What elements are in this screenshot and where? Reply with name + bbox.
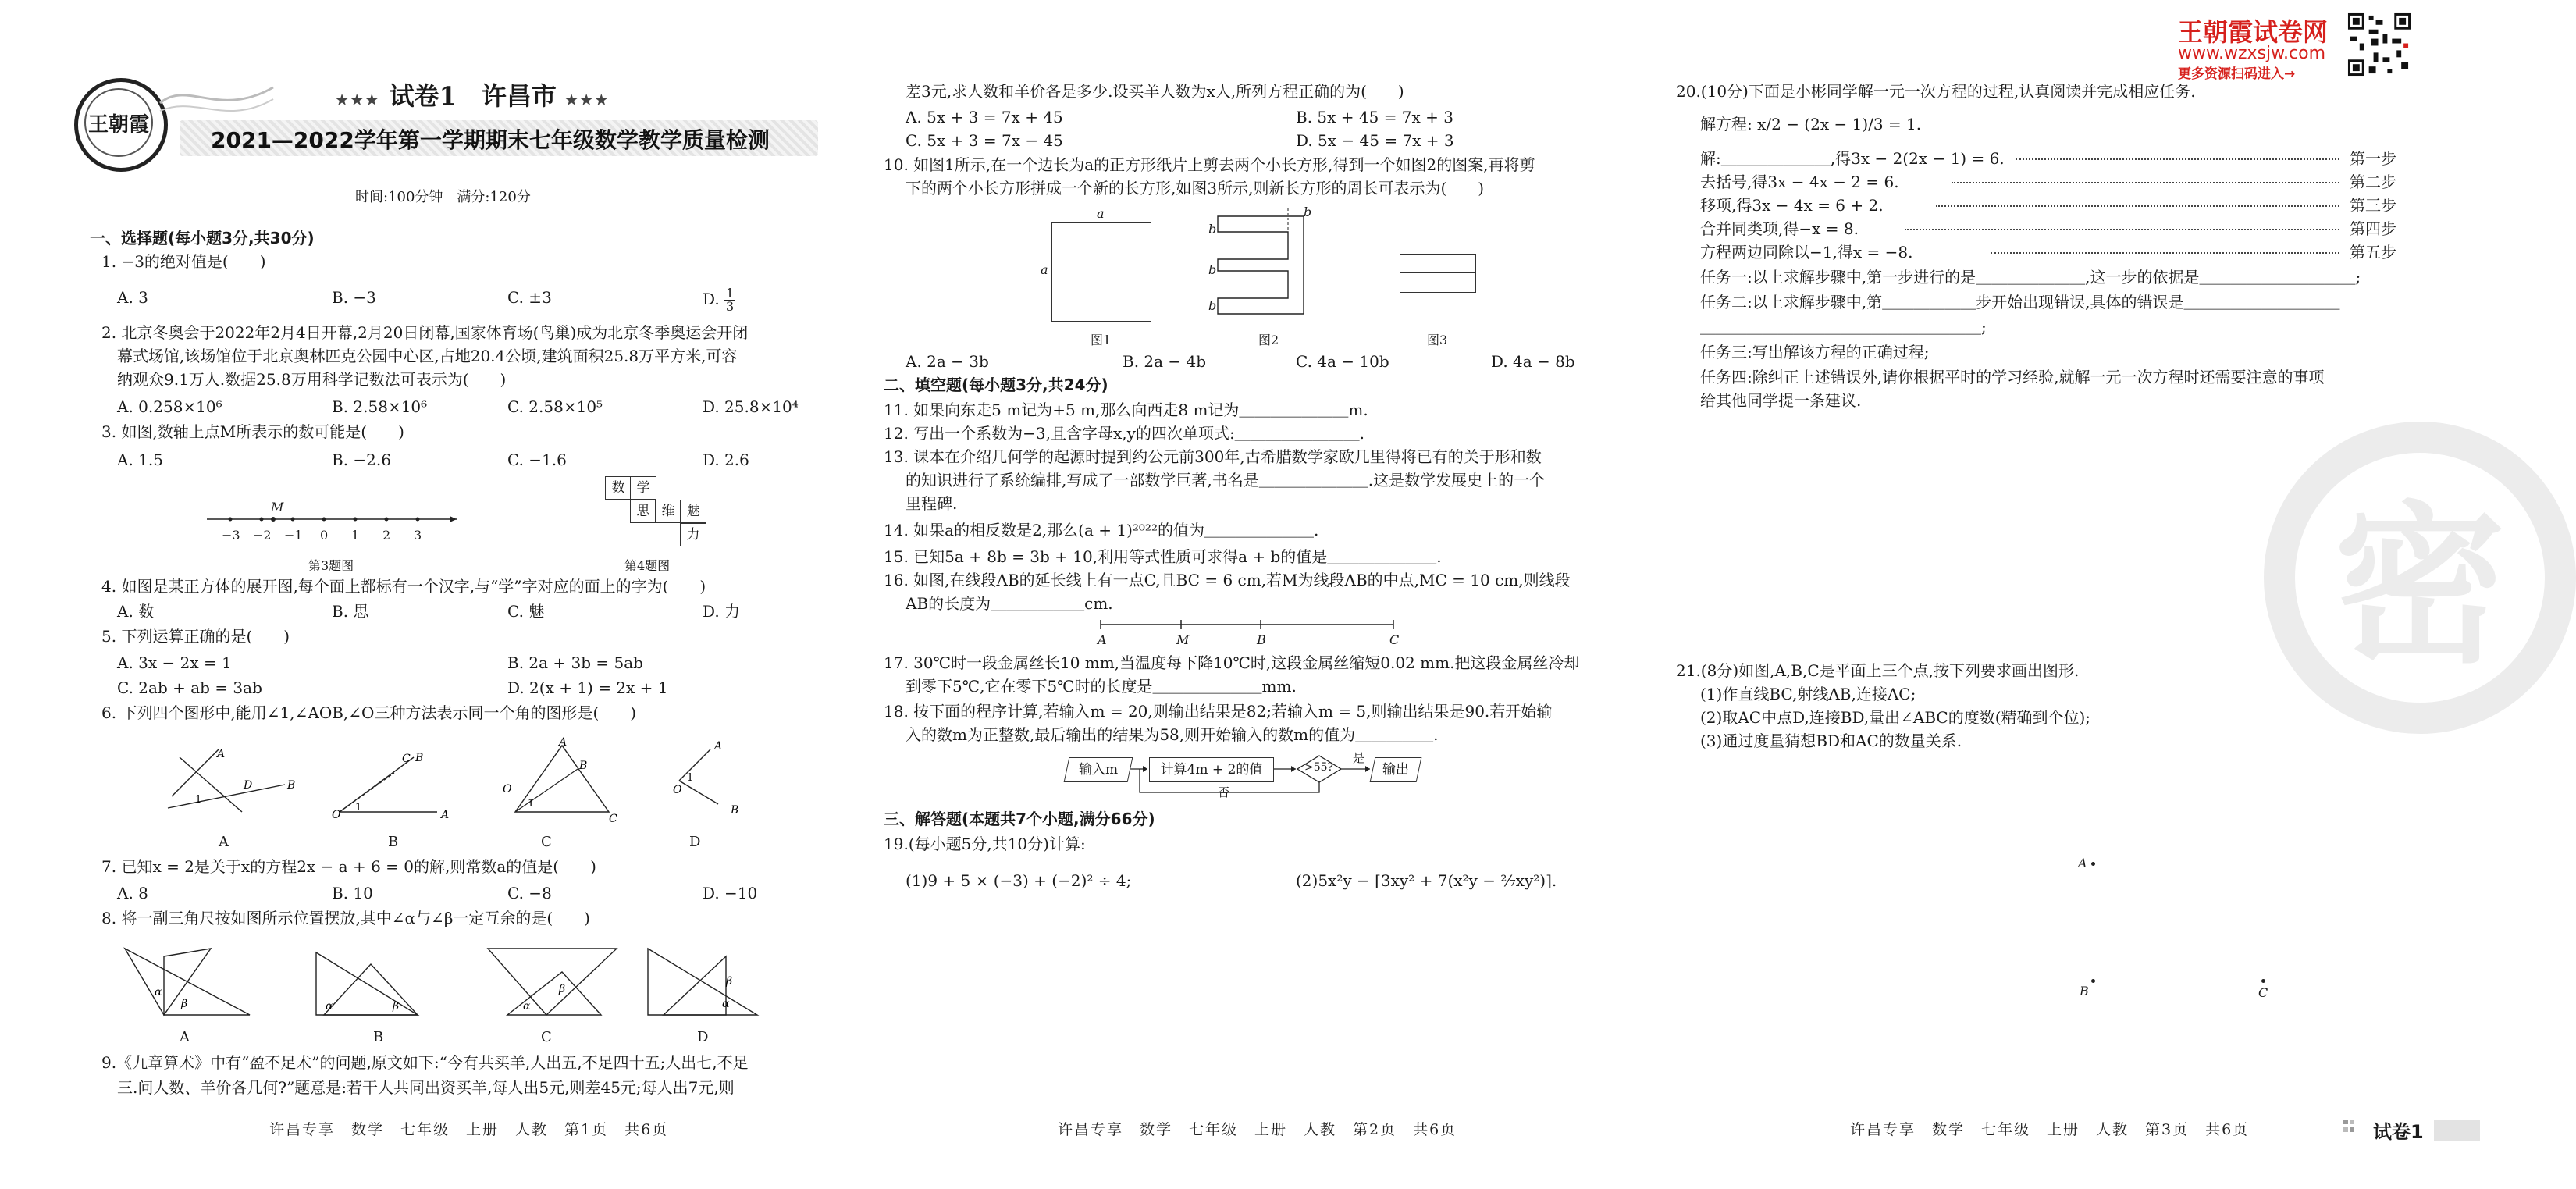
q5-opt-a: A. 3x − 2x = 1 — [117, 653, 232, 672]
q20-task4-line2: 给其他同学提一条建议. — [1700, 391, 1862, 410]
q3-caption: 第3题图 — [308, 558, 354, 573]
q16-segment — [1097, 617, 1425, 632]
q4-cell-si: 思 — [630, 500, 656, 523]
q6-cap-c: C — [541, 834, 552, 850]
q10-fig3-caption: 图3 — [1427, 333, 1448, 347]
q21-point-c: C — [2258, 985, 2268, 1000]
svg-text:A: A — [441, 809, 450, 821]
q3-tick-1: 1 — [351, 528, 360, 543]
q2-opt-a: A. 0.258×10⁶ — [117, 397, 222, 416]
exam-info: 时间:100分钟 满分:120分 — [355, 189, 531, 205]
q4-cell-shu: 数 — [605, 476, 632, 500]
q20-step2-leader — [1952, 182, 2339, 183]
q6-figure-b — [328, 742, 468, 820]
flow-output-label: 输出 — [1382, 762, 1409, 778]
paper-title — [336, 77, 610, 112]
q2-line2: 幕式场馆,该场馆位于北京奥林匹克公园中心区,占地20.4公顷,建筑面积25.8万平方米,可容 — [117, 347, 738, 365]
q16-line2: AB的长度为＿＿＿＿＿＿cm. — [906, 594, 1113, 613]
svg-text:β: β — [393, 1000, 400, 1013]
svg-text:α: α — [523, 1000, 531, 1013]
q6-cap-a: A — [219, 834, 229, 850]
svg-text:β: β — [559, 983, 566, 995]
svg-text:β: β — [726, 975, 733, 988]
q20-equation: 解方程: x/2 − (2x − 1)/3 = 1. — [1700, 115, 1922, 133]
svg-text:D: D — [244, 779, 253, 792]
footer-page3: 许昌专享 数学 七年级 上册 人教 第3页 共6页 — [1850, 1121, 2250, 1138]
svg-text:1: 1 — [355, 802, 362, 813]
q8-figure-a — [117, 941, 258, 1019]
q3-opt-d: D. 2.6 — [703, 450, 749, 469]
svg-text:B: B — [415, 752, 424, 764]
svg-text:C: C — [402, 753, 411, 765]
svg-text:1: 1 — [195, 794, 202, 806]
svg-text:B: B — [579, 760, 588, 772]
flow-input — [1064, 757, 1133, 782]
q6-cap-d: D — [689, 834, 701, 850]
qr-code-icon[interactable] — [2346, 11, 2413, 78]
stars-left: ★★★ — [336, 92, 381, 109]
svg-text:B: B — [731, 804, 739, 817]
q1-opt-b: B. −3 — [332, 288, 376, 307]
q2-line3: 纳观众9.1万人.数据25.8万用科学记数法可表示为( ) — [117, 370, 507, 389]
q4-cell-mei: 魅 — [680, 500, 706, 523]
q10-fig2-caption: 图2 — [1258, 333, 1279, 347]
q6-stem: 6. 下列四个图形中,能用∠1,∠AOB,∠O三种方法表示同一个角的图形是( ) — [101, 703, 637, 722]
q21-point-c-dot — [2261, 979, 2265, 983]
q1-opt-c: C. ±3 — [507, 288, 552, 307]
paper-tag: 试卷1 — [2373, 1121, 2424, 1143]
q2-line1: 2. 北京冬奥会于2022年2月4日开幕,2月20日闭幕,国家体育场(鸟巢)成为北京冬季奥运会开闭 — [101, 323, 749, 342]
q3-tick-neg1: −1 — [284, 528, 303, 543]
svg-text:1: 1 — [528, 798, 535, 810]
q3-tick-neg3: −3 — [222, 528, 240, 543]
q21-stem: 21.(8分)如图,A,B,C是平面上三个点,按下列要求画出图形. — [1676, 661, 2080, 680]
q9-opt-d: D. 5x − 45 = 7x + 3 — [1296, 131, 1454, 150]
flow-input-label: 输入m — [1078, 762, 1119, 778]
q17-line1: 17. 30℃时一段金属丝长10 mm,当温度每下降10℃时,这段金属丝缩短0.02 mm.把这段金属丝冷却 — [884, 653, 1580, 672]
q3-opt-b: B. −2.6 — [332, 450, 391, 469]
flow-condition: >55? — [1304, 761, 1334, 774]
q15: 15. 已知5a + 8b = 3b + 10,利用等式性质可求得a + b的值是＿＿＿＿＿＿＿. — [884, 547, 1442, 566]
q20-stem: 20.(10分)下面是小彬同学解一元一次方程的过程,认真阅读并完成相应任务. — [1676, 82, 2196, 101]
q1-frac-num: 1 — [726, 286, 735, 301]
q4-cell-wei: 维 — [655, 500, 681, 523]
q10-fig3-rect — [1400, 254, 1476, 293]
section1-title: 一、选择题(每小题3分,共30分) — [90, 229, 315, 247]
q10-fig1-square — [1051, 222, 1151, 322]
q3-stem: 3. 如图,数轴上点M所表示的数可能是( ) — [101, 422, 404, 441]
q20-step2: 去括号,得3x − 4x − 2 = 6. — [1700, 173, 1899, 191]
svg-text:O: O — [503, 783, 512, 796]
q20-step5: 方程两边同除以−1,得x = −8. — [1700, 243, 1913, 262]
q14: 14. 如果a的相反数是2,那么(a + 1)²⁰²²的值为＿＿＿＿＿＿＿. — [884, 521, 1319, 539]
q20-step3-leader — [1936, 205, 2339, 207]
svg-text:A: A — [559, 736, 568, 749]
q16-pt-a: A — [1098, 632, 1107, 647]
q20-task1: 任务一:以上求解步骤中,第一步进行的是＿＿＿＿＿＿＿,这一步的依据是＿＿＿＿＿＿＿＿＿＿; — [1700, 268, 2361, 287]
q20-step1-label: 第一步 — [2350, 149, 2396, 168]
svg-text:C: C — [609, 813, 617, 825]
q20-step3: 移项,得3x − 4x = 6 + 2. — [1700, 196, 1884, 215]
q21-point-a: A — [2078, 856, 2087, 870]
q10-opt-c: C. 4a − 10b — [1296, 352, 1389, 371]
q20-step5-label: 第五步 — [2350, 243, 2396, 262]
q16-line1: 16. 如图,在线段AB的延长线上有一点C,且BC = 6 cm,若M为线段AB的中点,MC = 10 cm,则线段 — [884, 571, 1571, 589]
q5-stem: 5. 下列运算正确的是( ) — [101, 627, 290, 646]
q20-step2-label: 第二步 — [2350, 173, 2396, 191]
q19-part1: (1)9 + 5 × (−3) + (−2)² ÷ 4; — [906, 871, 1132, 890]
paper-title-text: 试卷1 许昌市 — [389, 81, 557, 111]
q13-line1: 13. 课本在介绍几何学的起源时提到约公元前300年,古希腊数学家欧几里得将已有的关于形和数 — [884, 447, 1542, 466]
q10-opt-a: A. 2a − 3b — [906, 352, 989, 371]
q8-cap-d: D — [697, 1029, 709, 1045]
q2-opt-b: B. 2.58×10⁶ — [332, 397, 428, 416]
q4-stem: 4. 如图是某正方体的展开图,每个面上都标有一个汉字,与“学”字对应的面上的字为( ) — [101, 577, 706, 596]
q10-fig1-side-a: a — [1041, 262, 1048, 277]
q3-number-line — [203, 500, 461, 546]
svg-text:β: β — [181, 998, 188, 1010]
q9-opt-b: B. 5x + 45 = 7x + 3 — [1296, 108, 1454, 126]
q10-fig2-top-b: b — [1304, 205, 1312, 219]
q10-fig2 — [1210, 205, 1327, 329]
q10-fig2-b1: b — [1208, 222, 1217, 237]
flow-calc: 计算4m + 2的值 — [1149, 757, 1274, 782]
q7-opt-d: D. −10 — [703, 884, 758, 902]
q1-opt-d-label: D. — [703, 290, 720, 308]
watermark-seal: 密 — [2333, 484, 2506, 686]
q20-step1-leader — [2016, 158, 2339, 160]
svg-text:B: B — [287, 779, 296, 792]
q7-opt-b: B. 10 — [332, 884, 373, 902]
q20-step1: 解:＿＿＿＿＿＿＿,得3x − 2(2x − 1) = 6. — [1700, 149, 2005, 168]
q10-line2: 下的两个小长方形拼成一个新的长方形,如图3所示,则新长方形的周长可表示为( ) — [906, 179, 1485, 198]
svg-text:O: O — [332, 809, 341, 821]
q4-cell-xue: 学 — [630, 476, 656, 500]
q21-point-b: B — [2080, 984, 2089, 999]
q13-line2: 的知识进行了系统编排,写成了一部数学巨著,书名是＿＿＿＿＿＿＿.这是数学发展史上的一个 — [906, 471, 1546, 489]
q17-line2: 到零下5℃,它在零下5℃时的长度是＿＿＿＿＿＿＿mm. — [906, 677, 1297, 696]
footer-page1: 许昌专享 数学 七年级 上册 人教 第1页 共6页 — [269, 1121, 669, 1138]
q10-opt-b: B. 2a − 4b — [1123, 352, 1207, 371]
q3-opt-c: C. −1.6 — [507, 450, 567, 469]
q2-opt-c: C. 2.58×10⁵ — [507, 397, 603, 416]
q4-opt-b: B. 思 — [332, 602, 369, 621]
svg-text:α: α — [326, 1000, 333, 1013]
q3-opt-a: A. 1.5 — [117, 450, 163, 469]
q20-task2-cont: ＿＿＿＿＿＿＿＿＿＿＿＿＿＿＿＿＿＿; — [1700, 318, 1987, 336]
q1-opt-a: A. 3 — [117, 288, 148, 307]
q1-stem: 1. −3的绝对值是( ) — [101, 252, 266, 271]
q18-line2: 入的数m为正整数,最后输出的结果为58,则开始输入的数m的值为＿＿＿＿＿. — [906, 725, 1439, 744]
q10-fig2-b2: b — [1208, 262, 1217, 277]
svg-text:A: A — [714, 740, 723, 753]
q9-opt-c: C. 5x + 3 = 7x − 45 — [906, 131, 1063, 150]
q4-opt-c: C. 魅 — [507, 602, 545, 621]
q8-figure-d — [640, 941, 781, 1019]
q1-fraction — [724, 287, 735, 313]
q4-cell-li: 力 — [680, 523, 706, 546]
section2-title: 二、填空题(每小题3分,共24分) — [884, 376, 1108, 394]
q5-opt-d: D. 2(x + 1) = 2x + 1 — [507, 678, 668, 697]
q13-line3: 里程碑. — [906, 494, 958, 513]
q7-opt-a: A. 8 — [117, 884, 148, 902]
logo — [74, 78, 168, 172]
exam-title: 2021—2022学年第一学期期末七年级数学教学质量检测 — [211, 127, 770, 153]
q20-step4-label: 第四步 — [2350, 219, 2396, 238]
q18-line1: 18. 按下面的程序计算,若输入m = 20,则输出结果是82;若输入m = 5,则输出结果是90.若开始输 — [884, 702, 1553, 721]
q9-line1: 9.《九章算术》中有“盈不足术”的问题,原文如下:“今有共买羊,人出五,不足四十五;人出七,不足 — [101, 1053, 749, 1072]
q5-opt-c: C. 2ab + ab = 3ab — [117, 678, 262, 697]
q3-point-m: M — [271, 500, 284, 514]
q8-cap-a: A — [180, 1029, 190, 1045]
q10-fig2-b3: b — [1208, 298, 1217, 313]
svg-text:α: α — [722, 998, 730, 1010]
q16-pt-m: M — [1176, 632, 1190, 647]
q2-opt-d: D. 25.8×10⁴ — [703, 397, 799, 416]
q6-figure-d — [656, 742, 765, 820]
q21-point-a-dot — [2091, 862, 2095, 866]
q5-opt-b: B. 2a + 3b = 5ab — [507, 653, 643, 672]
flow-no: 否 — [1218, 785, 1230, 799]
stars-right: ★★★ — [564, 92, 610, 109]
q9-opt-a: A. 5x + 3 = 7x + 45 — [906, 108, 1063, 126]
q9-line2: 三.问人数、羊价各几何?”题意是:若干人共同出资买羊,每人出5元,则差45元;每人出7元,则 — [117, 1078, 735, 1097]
q8-figure-b — [308, 941, 449, 1019]
q6-figure-a — [148, 742, 304, 820]
q19-stem: 19.(每小题5分,共10分)计算: — [884, 835, 1086, 853]
q12: 12. 写出一个系数为−3,且含字母x,y的四次单项式:＿＿＿＿＿＿＿＿. — [884, 424, 1365, 443]
q10-line1: 10. 如图1所示,在一个边长为a的正方形纸片上剪去两个小长方形,得到一个如图2的图案,再将剪 — [884, 155, 1535, 174]
q11: 11. 如果向东走5 m记为+5 m,那么向西走8 m记为＿＿＿＿＿＿＿m. — [884, 400, 1368, 419]
q21-part3: (3)通过度量猜想BD和AC的数量关系. — [1700, 732, 1962, 750]
q1-opt-d — [703, 287, 735, 313]
logo-text: 王朝霞 — [84, 88, 153, 157]
brand-url: www.wzxsjw.com — [2178, 44, 2326, 63]
q20-step3-label: 第三步 — [2350, 196, 2396, 215]
svg-text:1: 1 — [687, 772, 694, 784]
corner-dots-icon — [2342, 1116, 2365, 1140]
q3-tick-neg2: −2 — [253, 528, 272, 543]
q6-figure-c — [500, 738, 624, 824]
svg-text:O: O — [673, 784, 682, 796]
brand-slogan: 更多资源扫码进入→ — [2178, 66, 2296, 82]
q20-task2: 任务二:以上求解步骤中,第＿＿＿＿＿＿步开始出现错误,具体的错误是＿＿＿＿＿＿＿＿＿＿ — [1700, 293, 2340, 311]
brand-name: 王朝霞试卷网 — [2178, 17, 2329, 47]
q16-pt-b: B — [1257, 632, 1266, 647]
q4-caption: 第4题图 — [624, 558, 671, 573]
flow-yes: 是 — [1353, 751, 1365, 765]
q20-step4-leader — [1905, 229, 2339, 230]
tag-bar — [2434, 1120, 2480, 1141]
q3-tick-3: 3 — [414, 528, 422, 543]
q1-frac-den: 3 — [726, 299, 735, 314]
q10-fig1-caption: 图1 — [1091, 333, 1112, 347]
q10-opt-d: D. 4a − 8b — [1491, 352, 1575, 371]
q8-cap-c: C — [541, 1029, 552, 1045]
svg-text:α: α — [155, 986, 162, 999]
q7-opt-c: C. −8 — [507, 884, 552, 902]
q6-cap-b: B — [388, 834, 399, 850]
q9-continued: 差3元,求人数和羊价各是多少.设买羊人数为x人,所列方程正确的为( ) — [906, 82, 1404, 101]
q21-part1: (1)作直线BC,射线AB,连接AC; — [1700, 685, 1916, 703]
q4-opt-d: D. 力 — [703, 602, 741, 621]
q20-task3: 任务三:写出解该方程的正确过程; — [1700, 343, 1930, 361]
q20-task4-line1: 任务四:除纠正上述错误外,请你根据平时的学习经验,就解一元一次方程时还需要注意的事项 — [1700, 368, 2325, 386]
ribbon-decoration — [156, 72, 281, 126]
q3-tick-2: 2 — [382, 528, 391, 543]
q3-tick-0: 0 — [320, 528, 329, 543]
q19-part2: (2)5x²y − [3xy² + 7(x²y − ²⁄₇xy²)]. — [1296, 871, 1557, 890]
q8-figure-c — [484, 941, 624, 1019]
section3-title: 三、解答题(本题共7个小题,满分66分) — [884, 810, 1155, 828]
q10-fig1-top-a: a — [1097, 206, 1105, 221]
q21-point-b-dot — [2091, 979, 2095, 983]
q8-stem: 8. 将一副三角尺按如图所示位置摆放,其中∠α与∠β一定互余的是( ) — [101, 909, 590, 927]
q20-step4: 合并同类项,得−x = 8. — [1700, 219, 1859, 238]
flow-output — [1370, 757, 1422, 782]
q7-stem: 7. 已知x = 2是关于x的方程2x − a + 6 = 0的解,则常数a的值是( ) — [101, 857, 596, 876]
q20-step5-leader — [1991, 252, 2339, 254]
q21-part2: (2)取AC中点D,连接BD,量出∠ABC的度数(精确到个位); — [1700, 708, 2091, 727]
svg-text:A: A — [217, 748, 226, 760]
q10-fig3-divider — [1400, 272, 1475, 273]
q8-cap-b: B — [373, 1029, 384, 1045]
q16-pt-c: C — [1389, 632, 1400, 647]
footer-page2: 许昌专享 数学 七年级 上册 人教 第2页 共6页 — [1058, 1121, 1457, 1138]
q4-opt-a: A. 数 — [117, 602, 155, 621]
